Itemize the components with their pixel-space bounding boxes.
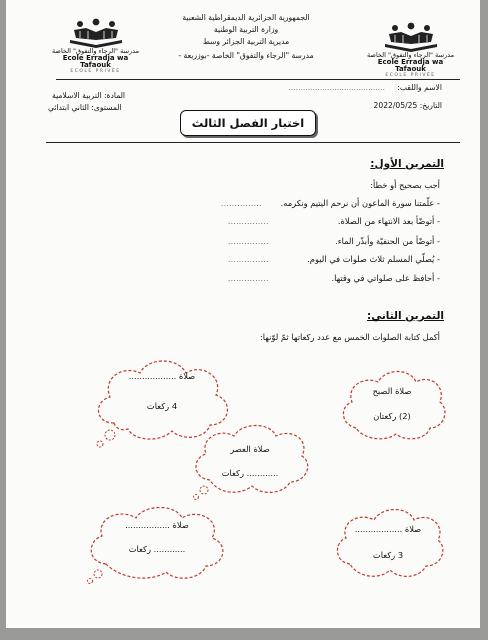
school-logo-left [48,18,143,78]
answer-blank[interactable]: ............... [221,200,262,208]
answer-blank[interactable]: ............... [228,238,269,246]
header-divider [56,79,460,80]
logo-subtitle: ECOLE PRIVÉE [70,68,121,74]
answer-blank[interactable]: ............... [228,256,269,264]
exercise2-instruction: أكمل كتابة الصلوات الخمس مع عدد ركعاتها ثمّ لوّنها: [259,332,440,342]
logo-subtitle: ECOLE PRIVÉE [385,72,436,78]
directorate-line: مديرية التربية الجزائر وسط [202,37,290,46]
exam-title: اختبار الفصل الثالث [180,110,316,136]
books-logo-icon [381,22,441,52]
cloud-prayer-name: صلاة الصبح [372,386,412,396]
logo-english-name: Ecole Erradja wa Tafaouk [62,53,129,70]
exam-sheet [6,0,480,628]
exercise2-title: التمرين الثاني: [367,310,444,322]
prayer-cloud[interactable] [186,420,314,500]
exercise1-instruction: أجب بصحيح أو خطأ: [370,180,440,190]
date-label: التاريخ: 2022/05/25 [373,101,442,110]
logo-english-name: Ecole Erradja wa Tafaouk [377,57,444,74]
answer-blank[interactable]: ............... [228,218,269,226]
cloud-rakaat: ............ ركعات [128,544,186,554]
books-logo-icon [66,18,126,48]
answer-blank[interactable]: ............... [228,275,269,283]
prayer-cloud[interactable] [334,362,450,442]
exercise1-item: - أتوضّأ بعد الانتهاء من الصلاة. [337,216,440,226]
cloud-rakaat: 3 ركعات [372,550,404,560]
ministry-line: وزارة التربية الوطنية [213,25,279,34]
prayer-cloud[interactable] [82,500,232,586]
prayer-cloud[interactable] [328,502,448,582]
exercise1-title: التمرين الأول: [370,158,444,170]
exercise1-item: - علّمتنا سورة الماعون أن نرحم اليتيم ونكرمه. [280,198,440,208]
exercise1-item: - يُصلّي المسلم ثلاث صلوات في اليوم. [307,254,440,264]
cloud-prayer-name: صلاة العصر [230,444,270,454]
cloud-rakaat: (2) ركعتان [373,411,411,421]
subject-label: المادة: التربية الاسلامية [52,91,126,100]
level-label: المستوى: الثاني ابتدائي [48,103,122,112]
school-logo-right [363,22,458,82]
school-line: مدرسة "الرجاء والتفوق" الخاصة -بوزريعة - [178,51,314,60]
name-dots: ........................................ [288,83,385,92]
exercise1-item: - أتوضّأ من الحنفيّة وأبذّر الماء. [335,236,440,246]
republic-line: الجمهورية الجزائرية الديمقراطية الشعبية [182,13,310,22]
cloud-rakaat: 4 ركعات [146,401,178,411]
name-label: الاسم واللقب: [397,83,442,92]
title-divider [46,142,460,143]
logo-arabic-name: مدرسة "الرجاء والتفوق" الخاصة [51,47,140,55]
cloud-prayer-name: صلاة .................. [128,371,196,381]
cloud-prayer-name: صلاة .................. [354,524,422,534]
logo-arabic-name: مدرسة "الرجاء والتفوق" الخاصة [366,51,455,59]
cloud-prayer-name: صلاة ................. [125,520,189,530]
cloud-rakaat: ............ ركعات [221,468,279,478]
exercise1-item: - أحافظ على صلواتي في وقتها. [331,273,440,283]
